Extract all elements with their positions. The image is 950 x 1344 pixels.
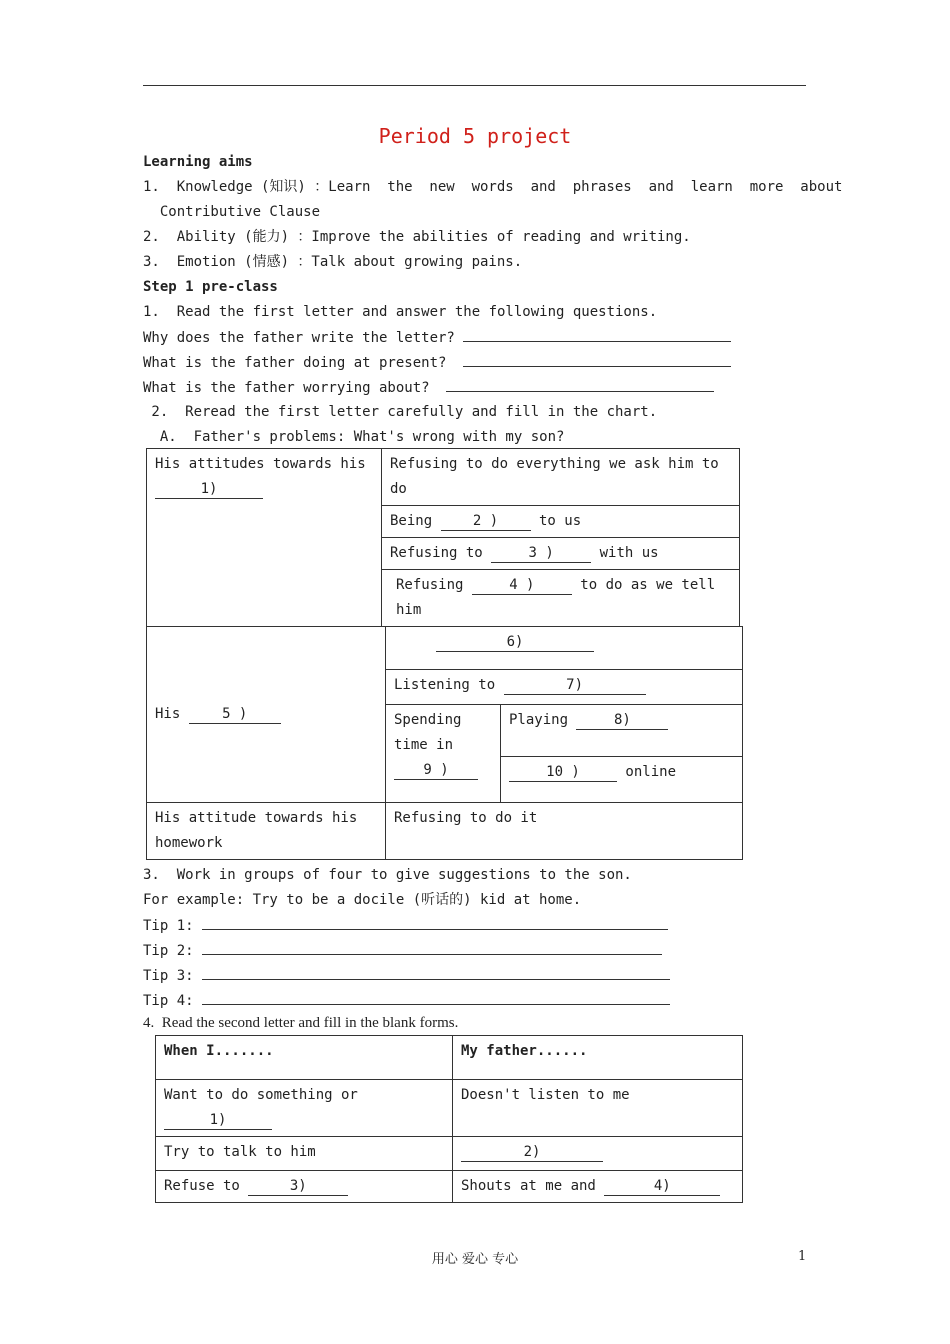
refusing-to-label: Refusing to	[390, 545, 492, 561]
tip-3	[143, 965, 670, 986]
blank-9[interactable]: 9 )	[394, 761, 478, 780]
blank-10[interactable]: 10 )	[509, 763, 617, 782]
tip-4-blank[interactable]	[202, 990, 670, 1005]
aim-ability: 2. Ability (能力) ：Improve the abilities of reading and writing.	[143, 229, 691, 245]
refusing-everything-cell: Refusing to do everything we ask him to do	[382, 449, 740, 506]
aims-heading: Learning aims	[143, 154, 253, 170]
blank-1[interactable]: 1)	[155, 480, 263, 499]
tip-3-blank[interactable]	[202, 965, 670, 980]
page-number: 1	[798, 1249, 807, 1264]
spending-cell	[386, 705, 501, 803]
tip-1-blank[interactable]	[202, 915, 668, 930]
refusing-label: Refusing	[396, 577, 472, 593]
tip-3-label: Tip 3:	[143, 968, 203, 984]
blank-2[interactable]: 2 )	[441, 512, 531, 531]
step1-intro: 1. Read the first letter and answer the following questions.	[143, 304, 658, 320]
blank-8[interactable]: 8)	[576, 711, 668, 730]
question-2-text: What is the father doing at present?	[143, 355, 464, 371]
try-talk-cell: Try to talk to him	[156, 1137, 453, 1171]
question-1	[143, 327, 731, 348]
question-2	[143, 352, 731, 373]
form-blank-3[interactable]: 3)	[248, 1177, 348, 1196]
tip-1-label: Tip 1:	[143, 918, 203, 934]
online-cell	[501, 757, 743, 803]
question-1-text: Why does the father write the letter?	[143, 330, 464, 346]
aim-emotion: 3. Emotion (情感) ：Talk about growing pains.	[143, 254, 523, 270]
footer-text: 用心 爱心 专心	[431, 1252, 519, 1267]
form-blank-4[interactable]: 4)	[604, 1177, 720, 1196]
step1-heading: Step 1 pre-class	[143, 279, 278, 295]
refuse-to-label: Refuse to	[164, 1178, 249, 1194]
playing-label: Playing	[509, 712, 577, 728]
shouts-cell	[453, 1171, 743, 1203]
want-to-label: Want to do something or	[164, 1087, 358, 1103]
attitude-label: His attitudes towards his	[155, 456, 366, 472]
do-as-we-tell-suffix: to do as we tell him	[396, 577, 716, 618]
aim-knowledge: 1. Knowledge (知识) ：Learn the new words and phrases and learn more about	[143, 179, 843, 195]
tip-2-label: Tip 2:	[143, 943, 203, 959]
page-title: Period 5 project	[378, 124, 572, 148]
listening-cell	[386, 670, 743, 705]
form-blank-2[interactable]: 2)	[461, 1143, 603, 1162]
his-hobby-cell	[147, 627, 386, 803]
being-cell	[382, 506, 740, 538]
refuse-to-cell	[156, 1171, 453, 1203]
being-label: Being	[390, 513, 441, 529]
tip-2	[143, 940, 662, 961]
attitude-cell	[147, 449, 382, 627]
question-3-text: What is the father worrying about?	[143, 380, 447, 396]
refusing-with-cell	[382, 538, 740, 570]
blank-6-cell	[386, 627, 743, 670]
tip-4-label: Tip 4:	[143, 993, 203, 1009]
being-suffix: to us	[530, 513, 582, 529]
blank-7[interactable]: 7)	[504, 676, 646, 695]
blank-4[interactable]: 4 )	[472, 576, 572, 595]
blank-3[interactable]: 3 )	[491, 544, 591, 563]
question-3	[143, 377, 714, 398]
want-to-cell	[156, 1080, 453, 1137]
form-blank-1[interactable]: 1)	[164, 1111, 272, 1130]
answer-blank-3[interactable]	[446, 377, 714, 392]
blank-forms-table	[155, 1035, 743, 1203]
when-i-header: When I.......	[156, 1036, 453, 1080]
tip-4	[143, 990, 670, 1011]
spending-label: Spending time in	[394, 712, 462, 753]
tip-1	[143, 915, 668, 936]
problems-table-2	[146, 626, 743, 860]
tip-2-blank[interactable]	[202, 940, 662, 955]
listening-label: Listening to	[394, 677, 504, 693]
answer-blank-1[interactable]	[463, 327, 731, 342]
shouts-label: Shouts at me and	[461, 1178, 605, 1194]
homework-refusing-cell: Refusing to do it	[386, 803, 743, 860]
problems-table-1	[146, 448, 740, 627]
answer-blank-2[interactable]	[463, 352, 731, 367]
aim-knowledge-cont: Contributive Clause	[143, 204, 321, 220]
with-us-suffix: with us	[591, 545, 659, 561]
doesnt-listen-cell: Doesn't listen to me	[453, 1080, 743, 1137]
my-father-header: My father......	[453, 1036, 743, 1080]
step3-intro: 3. Work in groups of four to give suggestions to the son.	[143, 867, 632, 883]
step3-example: For example: Try to be a docile (听话的) kid at home.	[143, 892, 582, 908]
his-label: His	[155, 706, 189, 722]
blank-6[interactable]: 6)	[436, 633, 594, 652]
step4-intro: 4. Read the second letter and fill in the blank forms.	[143, 1015, 459, 1031]
online-label: online	[617, 764, 677, 780]
playing-cell	[501, 705, 743, 757]
blank-5[interactable]: 5 )	[189, 705, 281, 724]
homework-attitude-cell: His attitude towards his homework	[147, 803, 386, 860]
reread-instruction: 2. Reread the first letter carefully and fill in the chart.	[143, 404, 658, 420]
form-blank-2-cell	[453, 1137, 743, 1171]
header-rule	[143, 85, 806, 86]
part-a-heading: A. Father's problems: What's wrong with my son?	[143, 429, 565, 445]
refusing-tell-cell	[382, 570, 740, 627]
